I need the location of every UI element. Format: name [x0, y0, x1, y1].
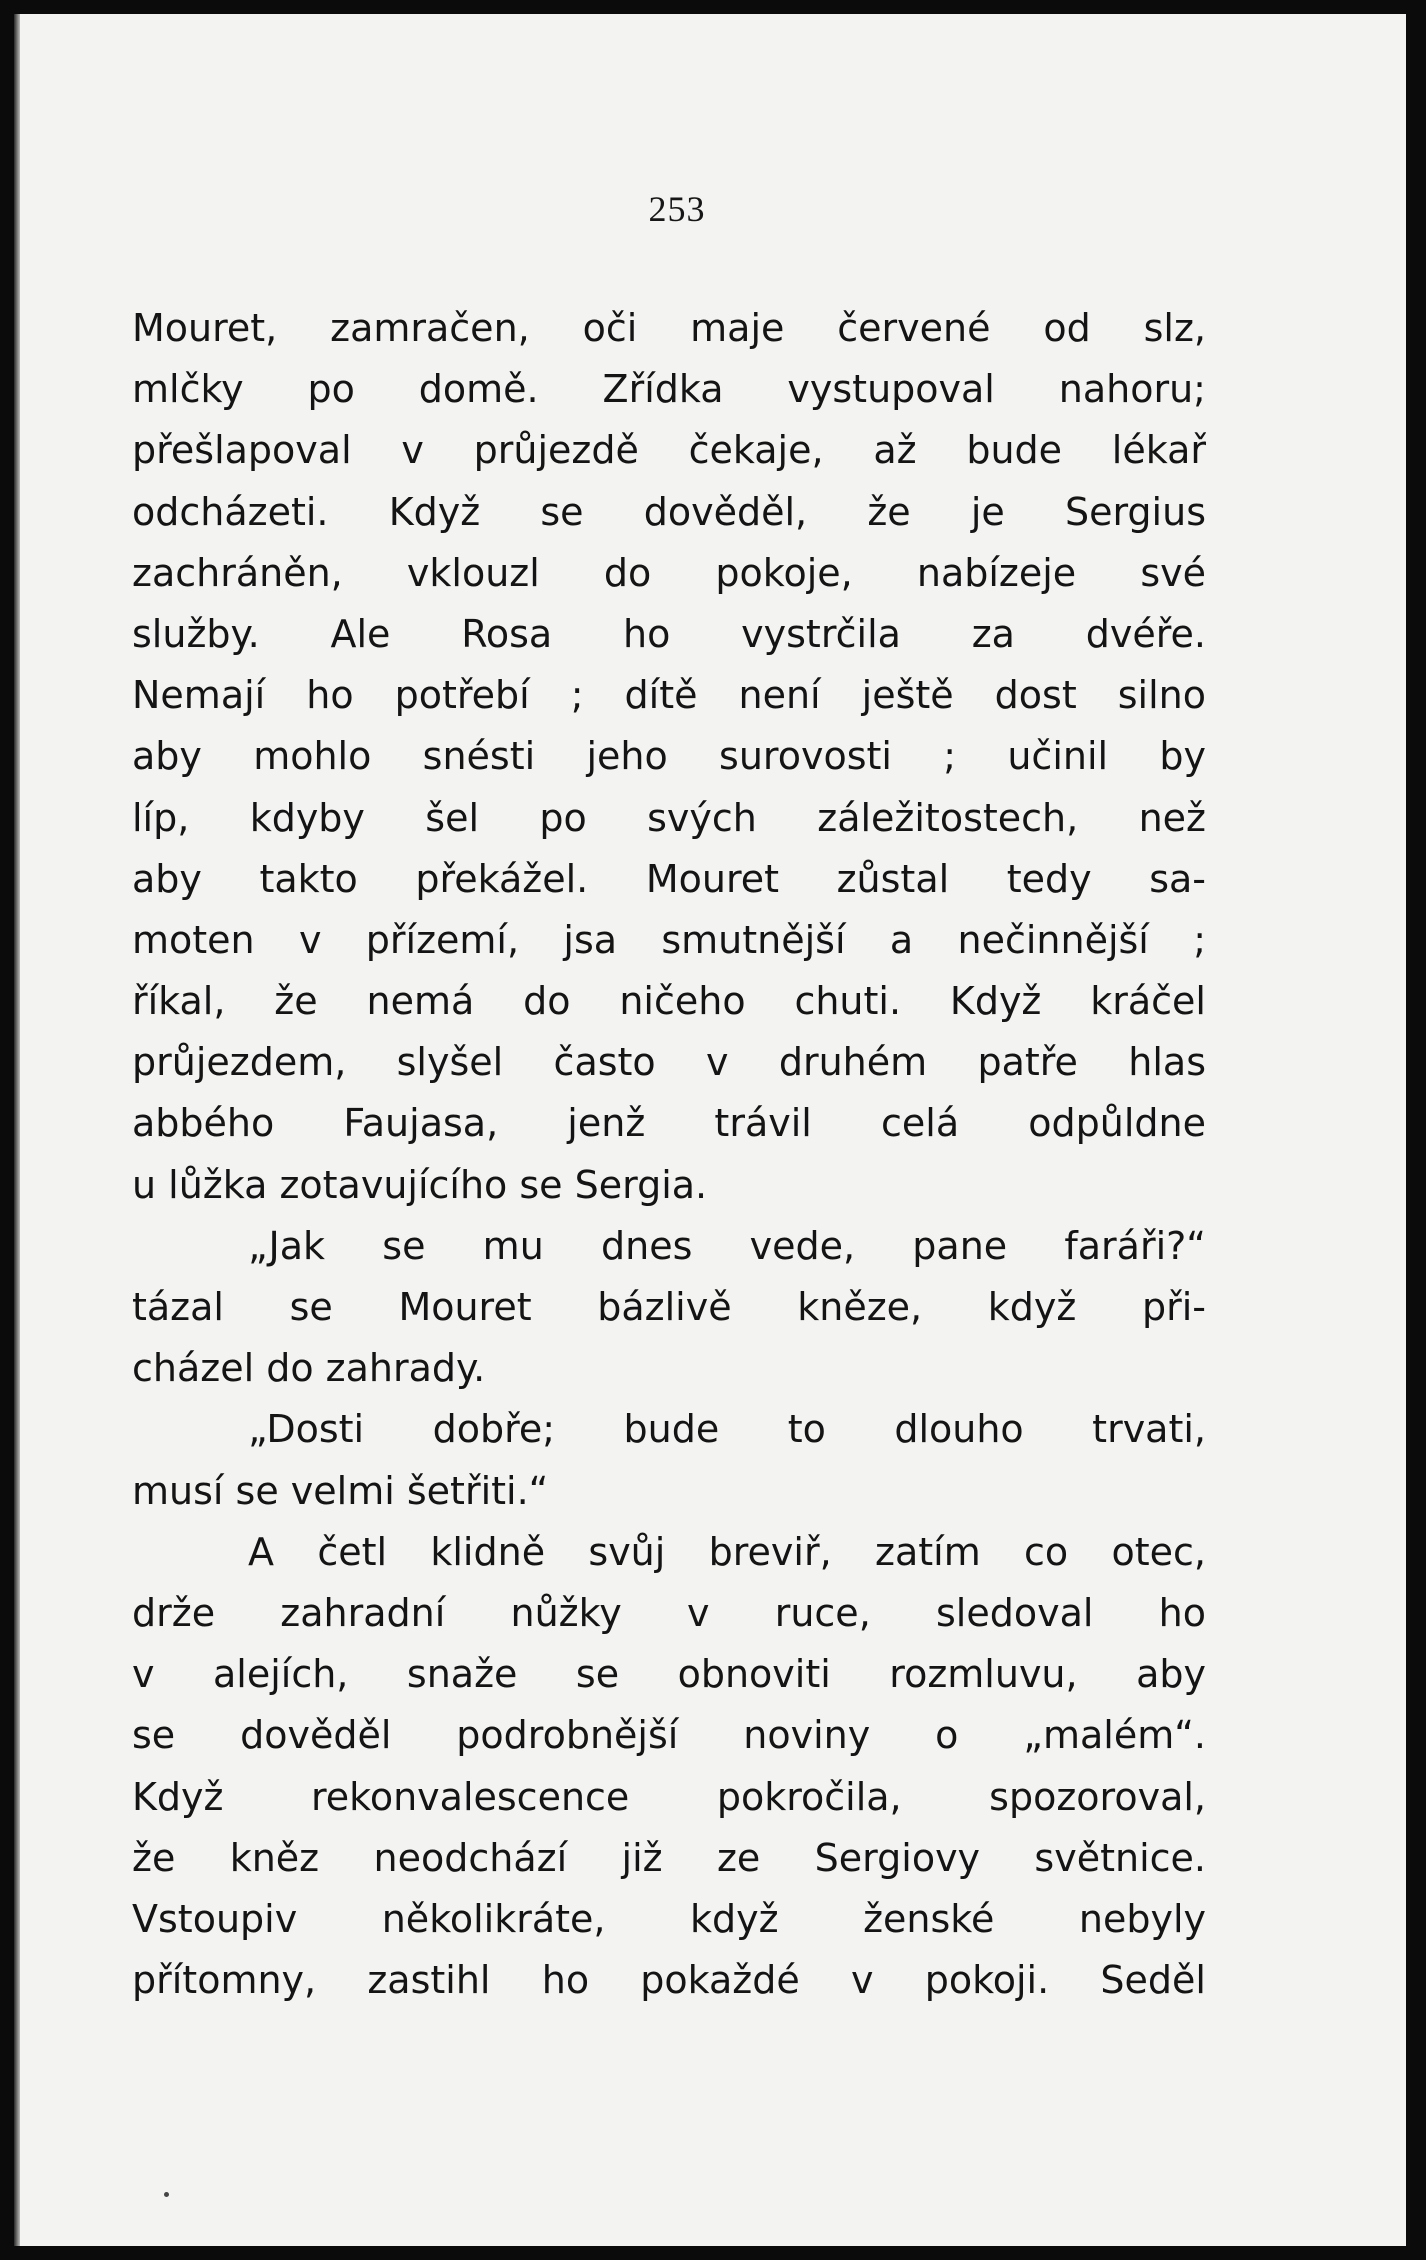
text-line: zachráněn, vklouzl do pokoje, nabízeje své	[132, 550, 1206, 595]
body-text	[132, 298, 1206, 2011]
text-line: líp, kdyby šel po svých záležitostech, než	[132, 795, 1206, 840]
text-line: odcházeti. Když se dověděl, že je Sergius	[132, 489, 1206, 534]
text-line: se dověděl podrobnější noviny o „malém“.	[132, 1713, 1206, 1758]
text-line: tázal se Mouret bázlivě kněze, když při-	[132, 1285, 1206, 1329]
book-page	[14, 14, 1406, 2246]
text-line: Vstoupiv několikráte, když ženské nebyly	[132, 1896, 1206, 1941]
text-line: že kněz neodchází již ze Sergiovy světnice.	[132, 1835, 1206, 1880]
text-line: v alejích, snaže se obnoviti rozmluvu, aby	[132, 1652, 1206, 1697]
text-line: Mouret, zamračen, oči maje červené od slz,	[132, 306, 1206, 350]
text-line: říkal, že nemá do ničeho chuti. Když kráčel	[132, 979, 1206, 1024]
text-line: mlčky po domě. Zřídka vystupoval nahoru;	[132, 367, 1206, 412]
text-line: „Jak se mu dnes vede, pane faráři?“	[248, 1223, 1206, 1268]
text-line: „Dosti dobře; bude to dlouho trvati,	[248, 1407, 1206, 1452]
page-number: 253	[648, 189, 706, 229]
text-line: průjezdem, slyšel často v druhém patře hlas	[132, 1040, 1206, 1085]
text-line: A četl klidně svůj breviř, zatím co otec,	[248, 1529, 1206, 1574]
text-line: u lůžka zotavujícího se Sergia.	[132, 1162, 708, 1207]
text-line: drže zahradní nůžky v ruce, sledoval ho	[132, 1590, 1206, 1635]
page-gutter-edge	[14, 14, 20, 2246]
text-line: přešlapoval v průjezdě čekaje, až bude lékař	[132, 428, 1206, 473]
print-speck	[164, 2192, 169, 2197]
text-line: abbého Faujasa, jenž trávil celá odpůldne	[132, 1101, 1206, 1146]
text-line: cházel do zahrady.	[132, 1346, 486, 1391]
text-line: služby. Ale Rosa ho vystrčila za dvéře.	[132, 611, 1206, 656]
text-line: Když rekonvalescence pokročila, spozoroval,	[132, 1774, 1206, 1819]
text-line: aby takto překážel. Mouret zůstal tedy sa-	[132, 856, 1206, 901]
text-line: přítomny, zastihl ho pokaždé v pokoji. Seděl	[132, 1958, 1206, 2003]
text-line: aby mohlo snésti jeho surovosti ; učinil by	[132, 734, 1206, 779]
text-line: musí se velmi šetřiti.“	[132, 1468, 549, 1513]
text-line: moten v přízemí, jsa smutnější a nečinnější ;	[132, 917, 1206, 962]
text-line: Nemají ho potřebí ; dítě není ještě dost silno	[132, 673, 1206, 718]
